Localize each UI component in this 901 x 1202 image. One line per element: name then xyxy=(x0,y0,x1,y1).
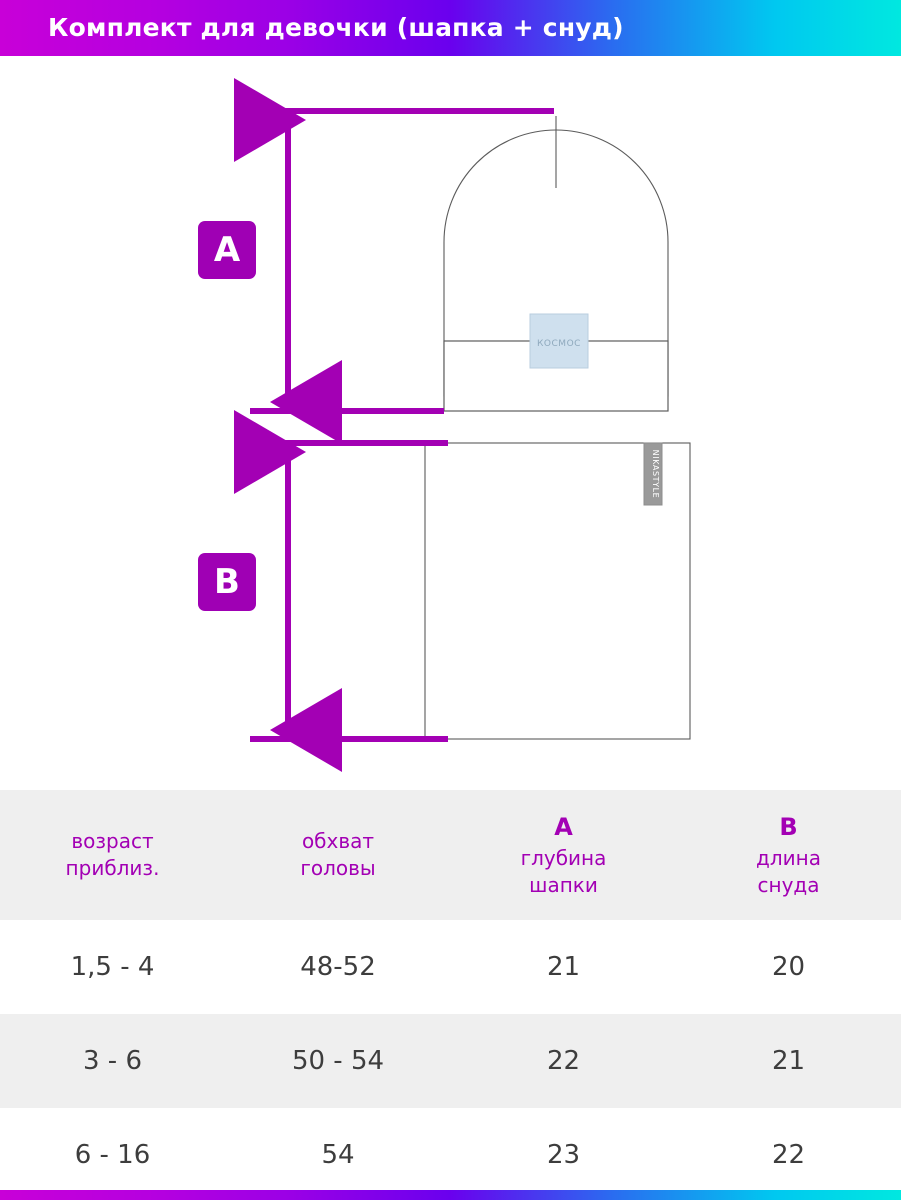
diagram-svg xyxy=(0,56,901,790)
table-cell-age: 3 - 6 xyxy=(0,1014,225,1108)
table-cell-snood-length: 21 xyxy=(676,1014,901,1108)
footer-bar xyxy=(0,1190,901,1200)
table-header-row xyxy=(0,790,901,920)
table-cell-age: 1,5 - 4 xyxy=(0,920,225,1014)
table-row xyxy=(0,1014,901,1108)
table-header-age-line1: возраст xyxy=(71,829,154,853)
table-header-letter-a: A xyxy=(554,812,573,841)
table-cell-head: 48-52 xyxy=(225,920,451,1014)
hat-brand-label: КОСМОС xyxy=(537,339,581,349)
snood-illustration xyxy=(425,443,690,739)
table-header-age xyxy=(0,790,225,920)
table-header-head-line2: головы xyxy=(300,856,376,880)
table-cell-snood-length: 22 xyxy=(676,1108,901,1202)
header-bar xyxy=(0,0,901,56)
page-title: Комплект для девочки (шапка + снуд) xyxy=(48,13,624,42)
size-table xyxy=(0,790,901,1202)
table-header-age-line2: приблиз. xyxy=(65,856,160,880)
dimension-badge-a: A xyxy=(198,221,256,279)
table-header-hat-depth xyxy=(451,790,676,920)
snood-brand-label: NIKASTYLE xyxy=(651,449,660,499)
dimension-badge-b: B xyxy=(198,553,256,611)
table-row xyxy=(0,920,901,1014)
table-header-letter-b: B xyxy=(779,812,798,841)
table-cell-hat-depth: 22 xyxy=(451,1014,676,1108)
table-cell-hat-depth: 23 xyxy=(451,1108,676,1202)
table-cell-hat-depth: 21 xyxy=(451,920,676,1014)
table-cell-age: 6 - 16 xyxy=(0,1108,225,1202)
table-cell-snood-length: 20 xyxy=(676,920,901,1014)
table-header-snood-length-line2: снуда xyxy=(757,873,820,898)
table-cell-head: 54 xyxy=(225,1108,451,1202)
product-diagram xyxy=(0,56,901,790)
table-row xyxy=(0,1108,901,1202)
table-header-snood-length-line1: длина xyxy=(756,846,821,871)
table-header-snood-length xyxy=(676,790,901,920)
table-header-head-circumference xyxy=(225,790,451,920)
hat-illustration xyxy=(444,116,668,411)
table-header-hat-depth-line2: шапки xyxy=(529,873,598,898)
table-header-hat-depth-line1: глубина xyxy=(520,846,607,871)
table-cell-head: 50 - 54 xyxy=(225,1014,451,1108)
dimension-b xyxy=(250,443,448,739)
table-header-head-line1: обхват xyxy=(301,829,375,853)
